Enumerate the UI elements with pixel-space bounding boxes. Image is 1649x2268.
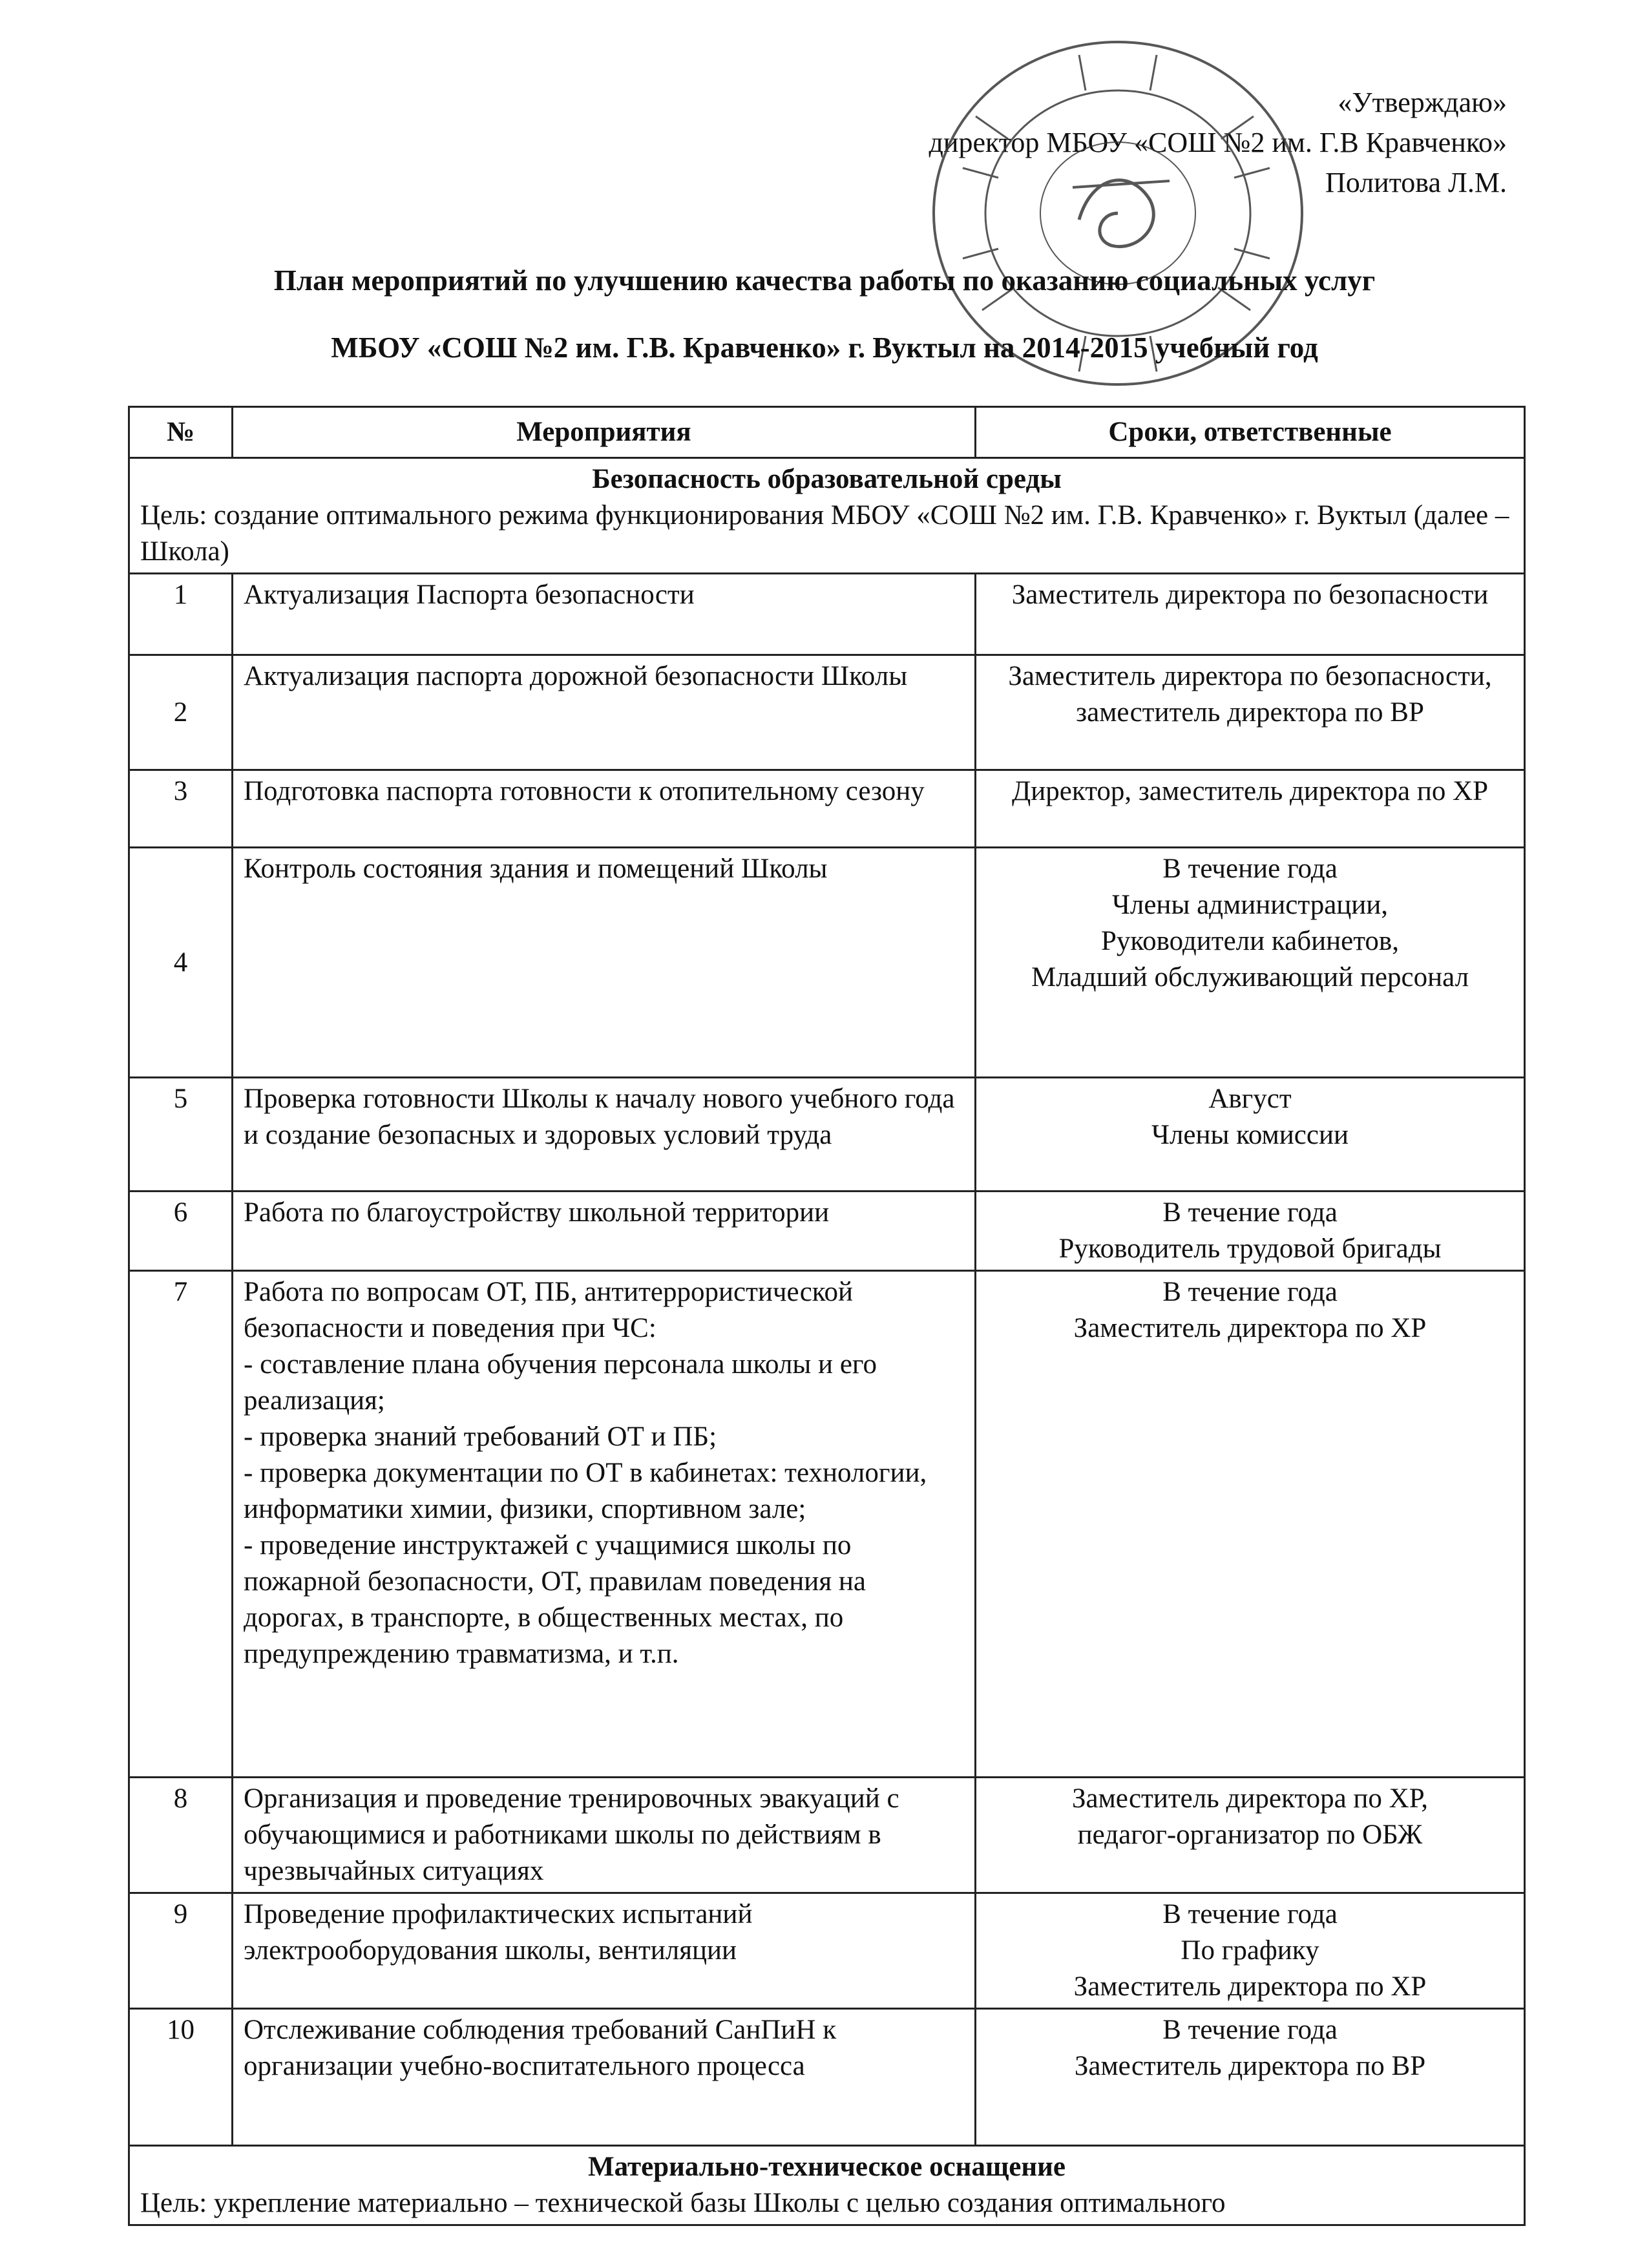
responsible-text: В течение года xyxy=(1162,854,1338,884)
responsible-text: Заместитель директора по ХР xyxy=(1073,1313,1427,1343)
event-text: Актуализация паспорта дорожной безопасности Школы xyxy=(244,661,908,691)
row-number: 3 xyxy=(129,770,233,848)
responsible-text: Руководитель трудовой бригады xyxy=(1058,1234,1442,1264)
responsible-text: Заместитель директора по ВР xyxy=(1074,2051,1426,2081)
event-cell xyxy=(233,1778,976,1893)
event-cell xyxy=(233,1192,976,1271)
responsible-text: В течение года xyxy=(1162,1277,1338,1307)
event-cell xyxy=(233,1893,976,2009)
row-number: 10 xyxy=(129,2009,233,2146)
event-cell xyxy=(233,655,976,770)
event-text: Отслеживание соблюдения требований СанПиН к организации учебно-воспитательного процесса xyxy=(244,2015,837,2081)
section-title: Безопасность образовательной среды xyxy=(592,464,1062,494)
event-cell xyxy=(233,770,976,848)
section-cell xyxy=(129,2146,1525,2225)
responsible-text: Заместитель директора по ХР, xyxy=(1071,1783,1429,1814)
section-cell xyxy=(129,458,1525,574)
responsible-text: Члены комиссии xyxy=(1151,1120,1349,1150)
document-title-line-2: МБОУ «СОШ №2 им. Г.В. Кравченко» г. Вуктыл на 2014-2015 учебный год xyxy=(331,331,1318,364)
row-number: 6 xyxy=(129,1192,233,1271)
responsible-cell xyxy=(976,1078,1525,1192)
section-goal: Цель: создание оптимального режима функционирования МБОУ «СОШ №2 им. Г.В. Кравченко» г. Вуктыл (далее – Школа) xyxy=(140,500,1509,567)
responsible-text: Заместитель директора по безопасности xyxy=(1011,580,1489,610)
section-title: Материально-техническое оснащение xyxy=(588,2152,1066,2182)
row-number: 4 xyxy=(129,848,233,1078)
responsible-cell xyxy=(976,848,1525,1078)
event-text: - проведение инструктажей с учащимися школы по пожарной безопасности, ОТ, правилам поведения на дорогах, в транспорте, в общественных местах, по предупреждению травматизма, и т.п. xyxy=(244,1530,866,1669)
responsible-text: педагог-организатор по ОБЖ xyxy=(1077,1820,1423,1850)
event-text: Организация и проведение тренировочных эвакуаций с обучающимися и работниками школы по действиям в чрезвычайных ситуациях xyxy=(244,1783,899,1886)
section-row xyxy=(129,2146,1525,2225)
responsible-text: В течение года xyxy=(1162,1899,1338,1929)
responsible-text: Заместитель директора по безопасности, заместитель директора по ВР xyxy=(1008,661,1492,728)
table-row xyxy=(129,1078,1525,1192)
responsible-cell xyxy=(976,1192,1525,1271)
responsible-text: В течение года xyxy=(1162,1197,1338,1228)
event-text: - составление плана обучения персонала школы и его реализация; xyxy=(244,1349,877,1416)
responsible-cell xyxy=(976,2009,1525,2146)
event-cell xyxy=(233,1271,976,1778)
table-row xyxy=(129,1893,1525,2009)
event-text: - проверка знаний требований ОТ и ПБ; xyxy=(244,1422,717,1452)
responsible-cell xyxy=(976,1893,1525,2009)
responsible-text: Члены администрации, xyxy=(1111,890,1389,920)
section-goal: Цель: укрепление материально – технической базы Школы с целью создания оптимального xyxy=(140,2188,1226,2218)
event-text: Подготовка паспорта готовности к отопительному сезону xyxy=(244,776,925,806)
table-row xyxy=(129,574,1525,655)
event-text: Актуализация Паспорта безопасности xyxy=(244,580,695,610)
row-number: 5 xyxy=(129,1078,233,1192)
responsible-text: Младший обслуживающий персонал xyxy=(1031,962,1469,992)
approval-line-3: Политова Л.М. xyxy=(1325,167,1507,198)
event-text: Работа по вопросам ОТ, ПБ, антитеррористической безопасности и поведения при ЧС: xyxy=(244,1277,853,1343)
responsible-text: Август xyxy=(1208,1084,1292,1114)
row-number: 1 xyxy=(129,574,233,655)
table-row xyxy=(129,848,1525,1078)
event-text: Работа по благоустройству школьной территории xyxy=(244,1197,830,1228)
table-row xyxy=(129,655,1525,770)
table-row xyxy=(129,1778,1525,1893)
responsible-text: Заместитель директора по ХР xyxy=(1073,1971,1427,2002)
responsible-cell xyxy=(976,655,1525,770)
responsible-text: В течение года xyxy=(1162,2015,1338,2045)
row-number: 8 xyxy=(129,1778,233,1893)
event-text: Проведение профилактических испытаний электрооборудования школы, вентиляции xyxy=(244,1899,753,1966)
document-title-line-1: План мероприятий по улучшению качества работы по оказанию социальных услуг xyxy=(273,264,1376,297)
responsible-text: Директор, заместитель директора по ХР xyxy=(1011,776,1489,806)
table-row xyxy=(129,2009,1525,2146)
column-header-number: № xyxy=(129,407,233,458)
responsible-cell xyxy=(976,574,1525,655)
responsible-text: Руководители кабинетов, xyxy=(1101,926,1399,956)
event-cell xyxy=(233,1078,976,1192)
event-text: Контроль состояния здания и помещений Школы xyxy=(244,854,828,884)
event-cell xyxy=(233,848,976,1078)
row-number: 7 xyxy=(129,1271,233,1778)
table-row xyxy=(129,770,1525,848)
row-number: 2 xyxy=(129,655,233,770)
responsible-cell xyxy=(976,1778,1525,1893)
responsible-text: По графику xyxy=(1181,1935,1319,1966)
event-cell xyxy=(233,574,976,655)
table-header-row xyxy=(129,407,1525,458)
row-number: 9 xyxy=(129,1893,233,2009)
section-row xyxy=(129,458,1525,574)
table-row xyxy=(129,1192,1525,1271)
event-cell xyxy=(233,2009,976,2146)
responsible-cell xyxy=(976,770,1525,848)
approval-line-2: директор МБОУ «СОШ №2 им. Г.В Кравченко» xyxy=(929,127,1507,158)
column-header-events: Мероприятия xyxy=(233,407,976,458)
plan-table xyxy=(128,406,1526,2226)
responsible-cell xyxy=(976,1271,1525,1778)
column-header-responsible: Сроки, ответственные xyxy=(976,407,1525,458)
event-text: Проверка готовности Школы к началу нового учебного года и создание безопасных и здоровых условий труда xyxy=(244,1084,955,1150)
table-row xyxy=(129,1271,1525,1778)
event-text: - проверка документации по ОТ в кабинетах: технологии, информатики химии, физики, спортивном зале; xyxy=(244,1458,927,1524)
approval-line-1: «Утверждаю» xyxy=(1338,87,1507,118)
